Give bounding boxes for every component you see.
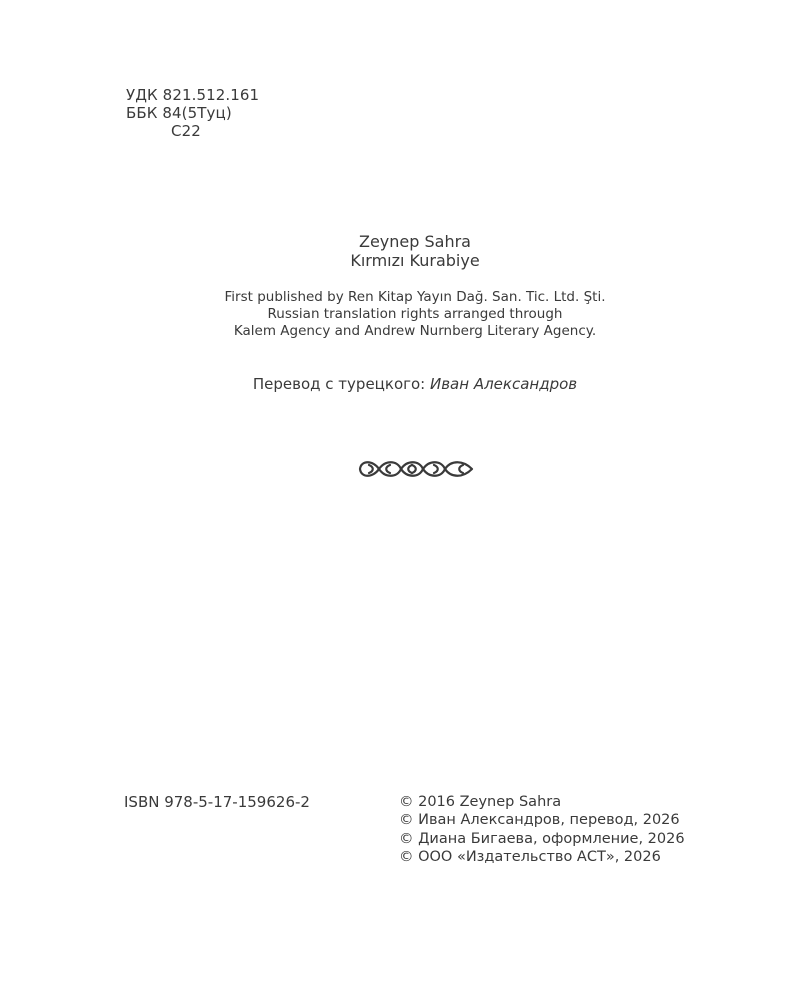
original-author: Zeynep Sahra	[359, 232, 471, 251]
author-mark: С22	[171, 122, 201, 140]
copyright-line: © Иван Александров, перевод, 2026	[399, 812, 680, 829]
rights-line: First published by Ren Kitap Yayın Dağ. San. Tic. Ltd. Şti.	[224, 289, 606, 305]
rights-line: Kalem Agency and Andrew Nurnberg Literary Agency.	[233, 323, 597, 339]
copyright-line: © ООО «Издательство АСТ», 2026	[399, 848, 661, 865]
original-title: Kırmızı Kurabiye	[350, 251, 480, 270]
hearts-chain-ornament-icon	[357, 456, 475, 482]
isbn: ISBN 978-5-17-159626-2	[124, 793, 310, 811]
rights-line: Russian translation rights arranged through	[267, 306, 563, 322]
translator-credit	[0, 375, 800, 394]
udk-code: УДК 821.512.161	[126, 86, 260, 104]
copyright-line: © 2016 Zeynep Sahra	[399, 794, 562, 810]
translator-label: Перевод с турецкого:	[252, 375, 430, 393]
translator-name: Иван Александров	[430, 375, 578, 393]
copyright-line: © Диана Бигаева, оформление, 2026	[399, 830, 685, 847]
copyright-block	[399, 793, 685, 866]
bbk-code: ББК 84(5Туц)	[126, 104, 232, 122]
